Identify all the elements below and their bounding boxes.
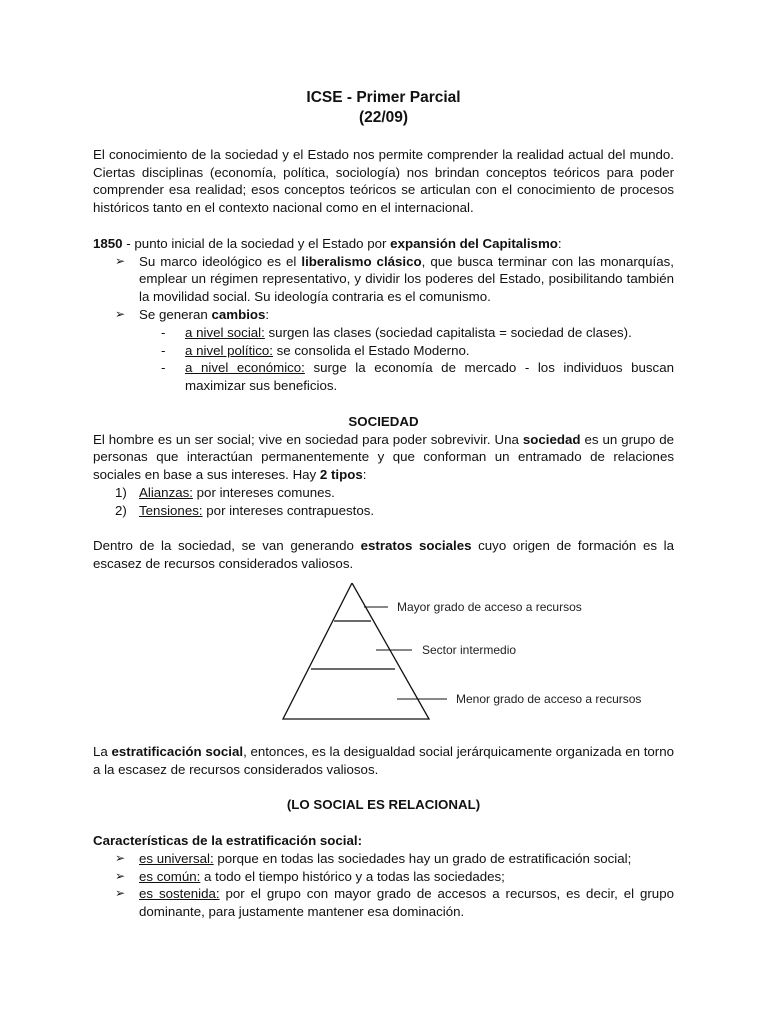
change-politico: - a nivel político: se consolida el Estado Moderno. — [161, 342, 470, 358]
bullet-cambios: ➢ Se generan cambios: — [115, 306, 270, 322]
estratos-paragraph: Dentro de la sociedad, se van generando estratos sociales cuyo origen de formación es la escasez de recursos considerados valiosos. — [93, 538, 675, 572]
pyramid-figure — [93, 583, 674, 737]
caracteristicas-heading: Características de la estratificación social: — [93, 832, 363, 848]
relacional-heading: (LO SOCIAL ES RELACIONAL) — [286, 797, 481, 813]
doc-title: ICSE - Primer Parcial — [306, 89, 461, 106]
arrow-bullet-icon: ➢ — [115, 886, 126, 901]
arrow-bullet-icon: ➢ — [115, 850, 126, 865]
arrow-bullet-icon: ➢ — [115, 253, 126, 268]
arrow-bullet-icon: ➢ — [115, 868, 126, 883]
intro-paragraph: El conocimiento de la sociedad y el Estado nos permite comprender la realidad actual del mundo. Ciertas disciplinas (economía, política, sociología) nos brindan conceptos teóricos para poder comprender esa realidad; esos conceptos teóricos se articulan con el conocimiento de procesos históricos tanto en el contexto nacional como en el internacional. — [93, 146, 674, 216]
year-1850: 1850 — [93, 235, 123, 251]
pyramid-label-bottom: Menor grado de acceso a recursos — [456, 691, 642, 706]
pyramid-label-mid: Sector intermedio — [422, 642, 517, 657]
dash-bullet: - — [161, 324, 166, 340]
bullet-liberalismo: ➢ Su marco ideológico es el liberalismo clásico, que busca terminar con las monarquías, emplear un régimen representativo, y dividir los poderes del Estado, posibilitando también la movilidad social. Su ideología contraria es el comunismo. — [115, 253, 674, 305]
pyramid-diagram — [0, 583, 768, 737]
change-economico: - a nivel económico: surge la economía de mercado - los individuos buscan maximizar sus beneficios. — [161, 360, 674, 394]
change-social: - a nivel social: surgen las clases (sociedad capitalista = sociedad de clases). — [161, 324, 632, 340]
char-comun: ➢ es común: a todo el tiempo histórico y a todas las sociedades; — [115, 868, 505, 884]
dash-bullet: - — [161, 360, 166, 376]
doc-date: (22/09) — [358, 109, 409, 126]
document-content — [93, 88, 674, 921]
type-alianzas: 1) Alianzas: por intereses comunes. — [115, 484, 335, 500]
dash-bullet: - — [161, 342, 166, 358]
estratificacion-paragraph: La estratificación social, entonces, es la desigualdad social jerárquicamente organizada en torno a la escasez de recursos considerados valiosos. — [93, 743, 675, 777]
type-tensiones: 2) Tensiones: por intereses contrapuestos. — [115, 502, 375, 518]
capitalism-expansion: expansión del Capitalismo — [390, 235, 558, 251]
year-1850-line: 1850 - punto inicial de la sociedad y el Estado por expansión del Capitalismo: — [93, 235, 562, 251]
char-universal: ➢ es universal: porque en todas las sociedades hay un grado de estratificación social; — [115, 850, 632, 866]
arrow-bullet-icon: ➢ — [115, 306, 126, 321]
char-sostenida: ➢ es sostenida: por el grupo con mayor grado de accesos a recursos, es decir, el grupo dominante, para justamente mantener esa dominación. — [115, 886, 674, 920]
pyramid-label-top: Mayor grado de acceso a recursos — [397, 599, 582, 614]
sociedad-paragraph: El hombre es un ser social; vive en sociedad para poder sobrevivir. Una sociedad es un grupo de personas que interactúan permanentemente y que conforman un entramado de relaciones sociales en base a sus intereses. Hay 2 tipos: — [93, 431, 674, 483]
sociedad-heading: SOCIEDAD — [348, 413, 419, 429]
